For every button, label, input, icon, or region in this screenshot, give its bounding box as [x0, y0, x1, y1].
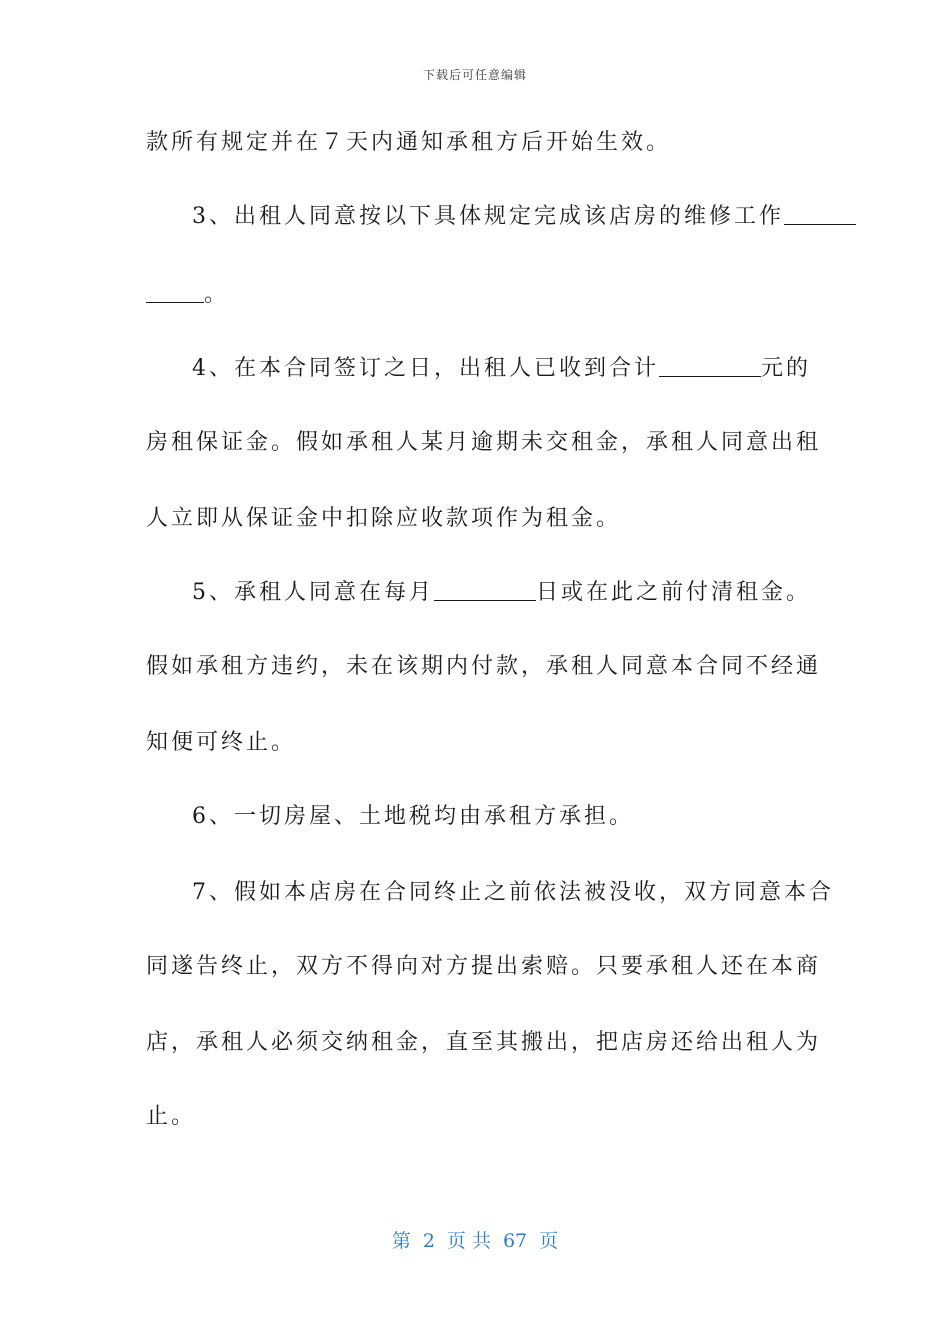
- clause-6: 6、一切房屋、土地税均由承租方承担。: [192, 804, 634, 829]
- page-suffix: 页: [539, 1230, 559, 1252]
- clause-4: [192, 354, 811, 384]
- clause-3: [192, 202, 856, 232]
- clause-7: 7、假如本店房在合同终止之前依法被没收，双方同意本合: [192, 880, 834, 905]
- text-line: 假如承租方违约，未在该期内付款，承租人同意本合同不经通: [146, 654, 822, 679]
- text-line: 款所有规定并在７天内通知承租方后开始生效。: [146, 130, 672, 155]
- blank-field[interactable]: [146, 282, 204, 303]
- text-line: [146, 280, 229, 310]
- text-line: 店，承租人必须交纳租金，直至其搬出，把店房还给出租人为: [146, 1030, 822, 1055]
- text-fragment: 元的: [761, 356, 812, 381]
- page-header: 下载后可任意编辑: [422, 68, 527, 82]
- page-middle: 页 共: [446, 1230, 491, 1252]
- text-line: 房租保证金。假如承租人某月逾期未交租金，承租人同意出租: [146, 430, 822, 455]
- clause-4-text: 4、在本合同签订之日，出租人已收到合计: [192, 356, 659, 381]
- clause-3-text: 3、出租人同意按以下具体规定完成该店房的维修工作: [192, 204, 784, 229]
- text-line: 知便可终止。: [146, 730, 297, 755]
- blank-field[interactable]: [434, 580, 536, 601]
- blank-field[interactable]: [659, 356, 761, 377]
- text-line: 同遂告终止，双方不得向对方提出索赔。只要承租人还在本商: [146, 954, 822, 979]
- clause-5-text: 5、承租人同意在每月: [192, 580, 434, 605]
- blank-field[interactable]: [784, 204, 856, 225]
- total-pages: 67: [502, 1230, 528, 1252]
- current-page: 2: [422, 1230, 435, 1252]
- text-line: 止。: [146, 1104, 197, 1129]
- text-fragment: 。: [204, 282, 230, 307]
- clause-5: [192, 578, 811, 608]
- text-fragment: 日或在此之前付清租金。: [536, 580, 812, 605]
- text-line: 人立即从保证金中扣除应收款项作为租金。: [146, 506, 622, 531]
- page-number: [0, 1226, 950, 1253]
- page-prefix: 第: [391, 1230, 411, 1252]
